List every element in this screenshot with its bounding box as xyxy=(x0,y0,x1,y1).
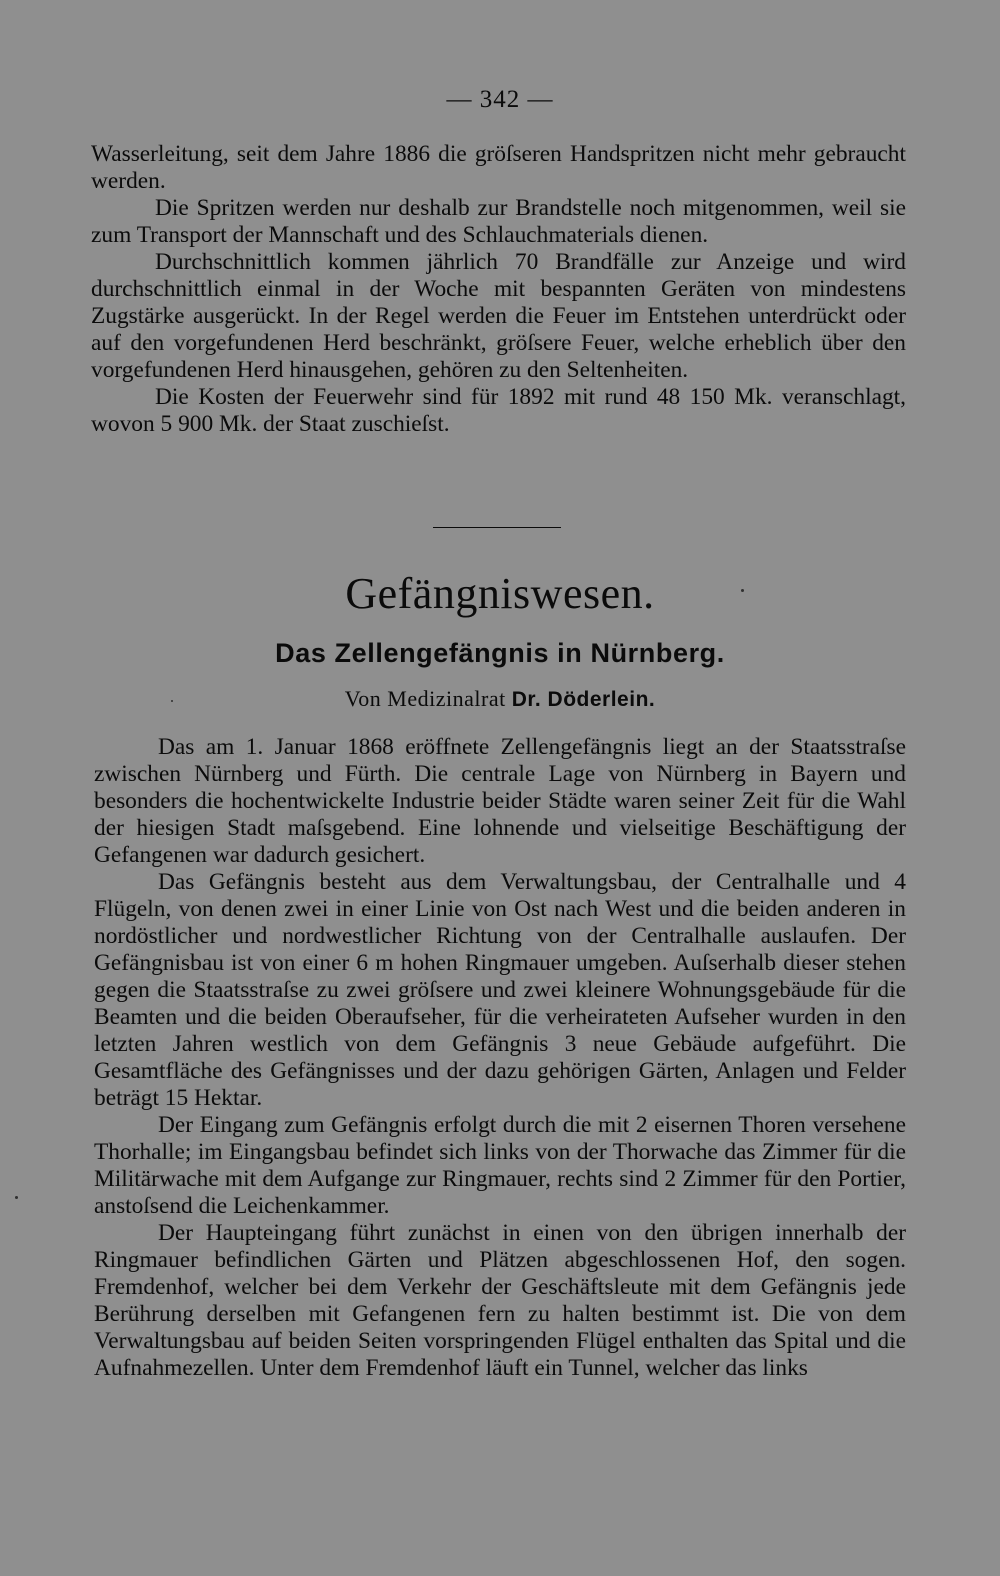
author-name: Dr. Döderlein. xyxy=(511,688,656,711)
paragraph-haupteingang: Der Haupteingang führt zunächst in einen von den übrigen innerhalb der Ringmauer befindlichen Gärten und Plätzen abgeschlossenen Hof, den sogen. Fremdenhof, welcher bei dem Verkehr der Geschäftsleute mit dem Gefängnis jede Berührung derselben mit Gefangenen fern zu halten bestimmt ist. Die von dem Verwaltungsbau auf beiden Seiten vorspringenden Flügel enthalten das Spital und die Aufnahmezellen. Unter dem Fremdenhof läuft ein Tunnel, welcher das links xyxy=(94,1220,906,1381)
byline xyxy=(0,685,1000,714)
paragraph-brandfaelle: Durchschnittlich kommen jährlich 70 Brandfälle zur Anzeige und wird durchschnittlich einmal in der Woche mit bespannten Geräten von mindestens Zugstärke ausgerückt. In der Regel werden die Feuer im Entstehen unterdrückt oder auf den vorgefundenen Herd beschränkt, gröſsere Feuer, welche erheblich über den vorgefundenen Herd hinausgehen, gehören zu den Seltenheiten. xyxy=(91,249,906,383)
paragraph-eroeffnung: Das am 1. Januar 1868 eröffnete Zellengefängnis liegt an der Staatsstraſse zwischen Nürnberg und Fürth. Die centrale Lage von Nürnberg in Bayern und besonders die hochentwickelte Industrie beider Städte waren seiner Zeit für die Wahl der hiesigen Stadt maſsgebend. Eine lohnende und vielseitige Beschäftigung der Gefangenen war dadurch gesichert. xyxy=(94,734,906,868)
page-number: — 342 — xyxy=(446,86,554,113)
section-divider xyxy=(433,527,561,528)
fire-department-text xyxy=(91,141,906,438)
paragraph-kosten: Die Kosten der Feuerwehr sind für 1892 mit rund 48 150 Mk. veranschlagt, wovon 5 900 Mk. der Staat zuschieſst. xyxy=(91,384,906,437)
section-title: Gefängniswesen. xyxy=(345,569,655,618)
article-body xyxy=(94,734,906,1382)
print-speck xyxy=(741,589,744,592)
paragraph-gefaengnisbau: Das Gefängnis besteht aus dem Verwaltungsbau, der Centralhalle und 4 Flügeln, von denen zwei in einer Linie von Ost nach West und die beiden anderen in nordöstlicher und nordwestlicher Richtung von der Centralhalle auslaufen. Der Gefängnisbau ist von einer 6 m hohen Ringmauer umgeben. Auſserhalb dieser stehen gegen die Staatsstraſse zu zwei gröſsere und zwei kleinere Wohnungsgebäude für die Beamten und die beiden Oberaufseher, für die verheirateten Aufseher wurden in den letzten Jahren westlich von dem Gefängnis 3 neue Gebäude aufgeführt. Die Gesamtfläche des Gefängnisses und der dazu gehörigen Gärten, Anlagen und Felder beträgt 15 Hektar. xyxy=(94,869,906,1111)
print-speck xyxy=(15,1196,18,1199)
byline-prefix: Von Medizinalrat xyxy=(344,686,506,711)
continued-paragraph: Wasserleitung, seit dem Jahre 1886 die gröſseren Handspritzen nicht mehr gebraucht werden. xyxy=(91,141,906,194)
article-title: Das Zellengefängnis in Nürnberg. xyxy=(275,638,725,668)
paragraph-spritzen: Die Spritzen werden nur deshalb zur Brandstelle noch mitgenommen, weil sie zum Transport der Mannschaft und des Schlauchmaterials dienen. xyxy=(91,195,906,248)
paragraph-eingang: Der Eingang zum Gefängnis erfolgt durch die mit 2 eisernen Thoren versehene Thorhalle; im Eingangsbau befindet sich links von der Thorwache das Zimmer für die Militärwache mit dem Aufgange zur Ringmauer, rechts sind 2 Zimmer für den Portier, anstoſsend die Leichenkammer. xyxy=(94,1112,906,1219)
print-speck xyxy=(171,700,173,702)
